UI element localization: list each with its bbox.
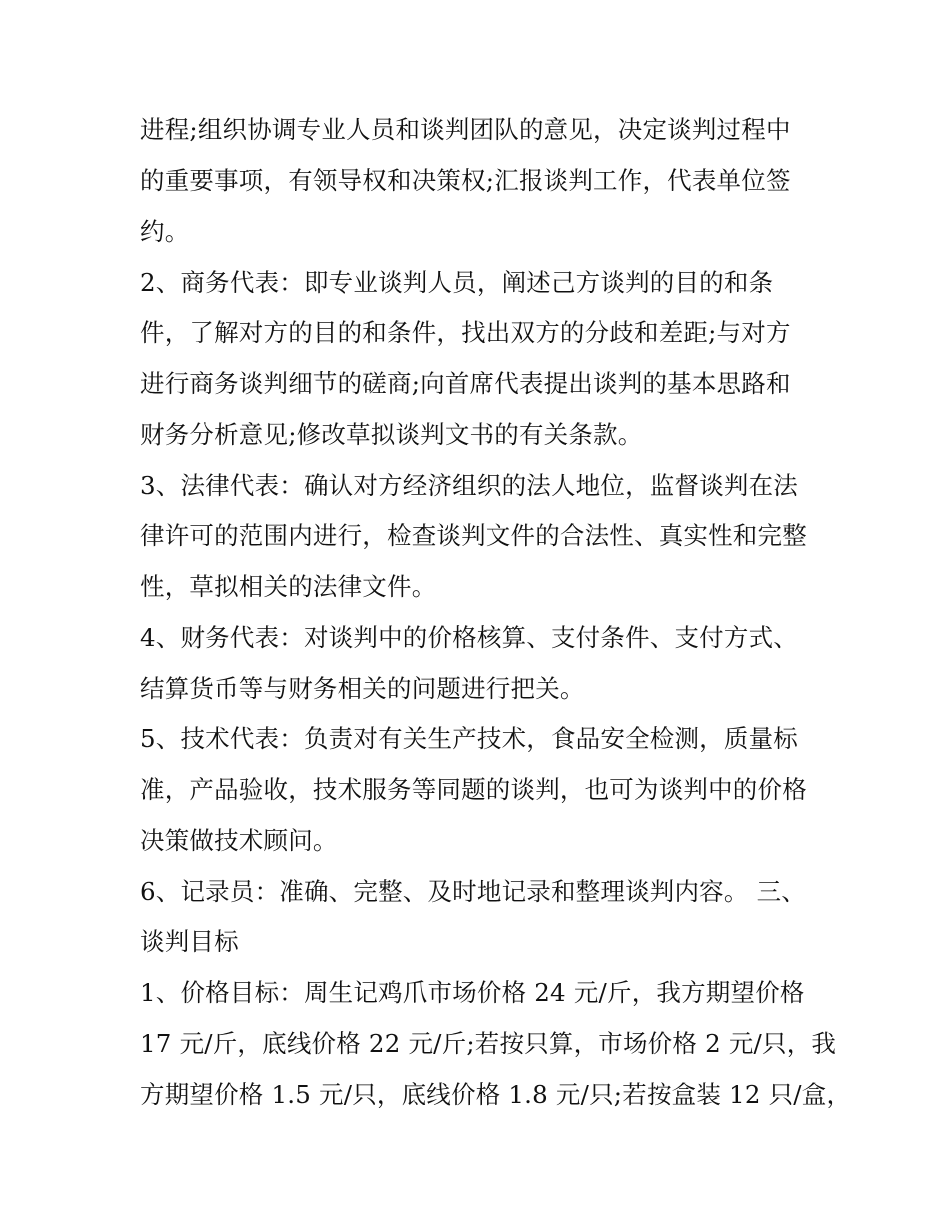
text-line: 2、商务代表：即专业谈判人员，阐述己方谈判的目的和条	[140, 268, 774, 297]
text-line: 性，草拟相关的法律文件。	[140, 572, 437, 601]
text-line: 5、技术代表：负责对有关生产技术，食品安全检测，质量标	[140, 724, 798, 753]
text-line: 17 元/斤，底线价格 22 元/斤;若按只算，市场价格 2 元/只，我	[140, 1029, 837, 1058]
text-line: 6、记录员：准确、完整、及时地记录和整理谈判内容。 三、	[140, 877, 806, 906]
text-line: 1、价格目标：周生记鸡爪市场价格 24 元/斤，我方期望价格	[140, 978, 805, 1007]
text-line: 财务分析意见;修改草拟谈判文书的有关条款。	[140, 420, 643, 449]
text-line: 进行商务谈判细节的磋商;向首席代表提出谈判的基本思路和	[140, 369, 791, 398]
text-line: 方期望价格 1.5 元/只，底线价格 1.8 元/只;若按盒装 12 只/盒，	[140, 1080, 852, 1109]
text-line: 4、财务代表：对谈判中的价格核算、支付条件、支付方式、	[140, 623, 798, 652]
text-line: 律许可的范围内进行，检查谈判文件的合法性、真实性和完整	[140, 521, 807, 550]
text-line: 的重要事项，有领导权和决策权;汇报谈判工作，代表单位签	[140, 166, 791, 195]
document-page	[140, 0, 852, 1229]
text-line: 件，了解对方的目的和条件，找出双方的分歧和差距;与对方	[140, 318, 791, 347]
text-line: 约。	[140, 217, 190, 246]
text-line: 进程;组织协调专业人员和谈判团队的意见，决定谈判过程中	[140, 115, 791, 144]
text-line: 准，产品验收，技术服务等同题的谈判，也可为谈判中的价格	[140, 775, 807, 804]
text-line: 决策做技术顾问。	[140, 826, 338, 855]
text-line: 结算货币等与财务相关的问题进行把关。	[140, 674, 585, 703]
text-line: 谈判目标	[140, 927, 239, 956]
text-line: 3、法律代表：确认对方经济组织的法人地位，监督谈判在法	[140, 471, 798, 500]
